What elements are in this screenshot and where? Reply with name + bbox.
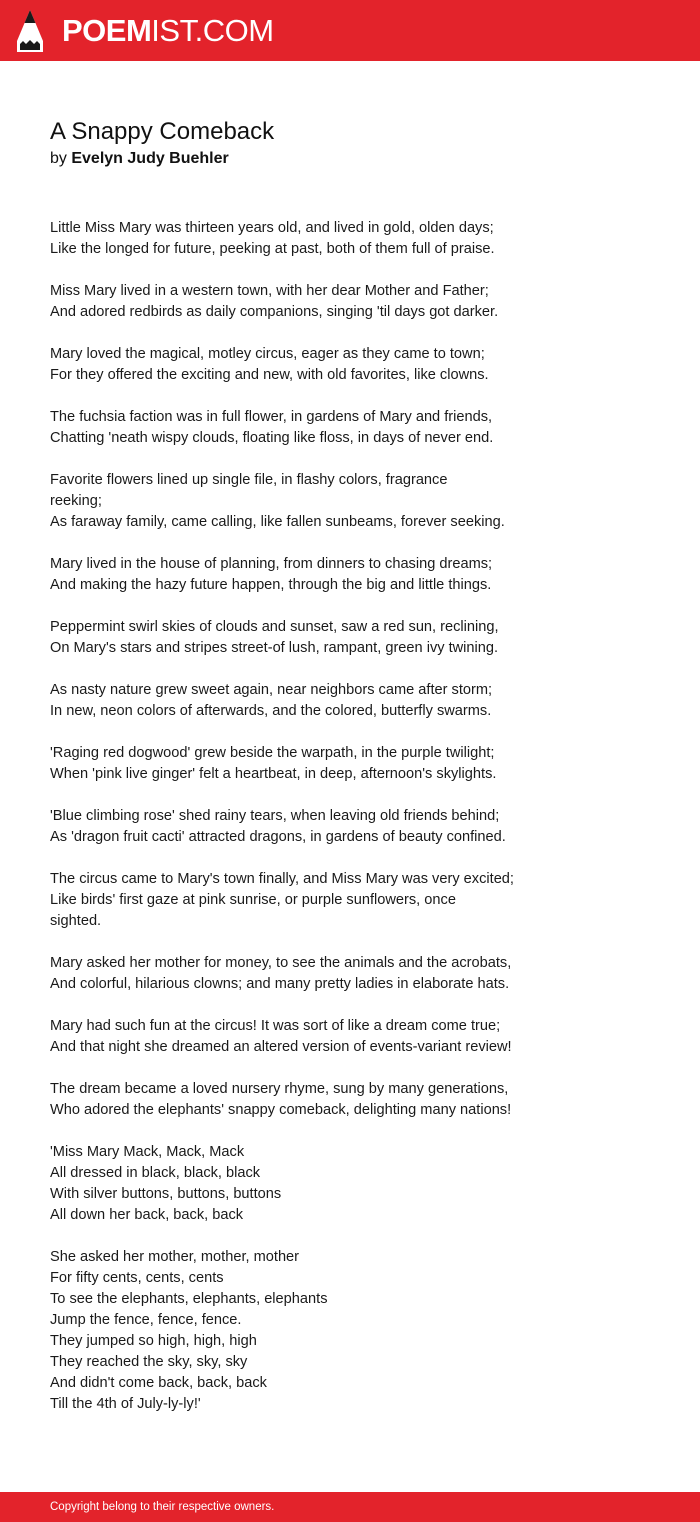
- poem-title: A Snappy Comeback: [50, 118, 275, 145]
- poem-stanza: [50, 617, 550, 659]
- poem-line: Mary lived in the house of planning, from dinners to chasing dreams;: [50, 556, 493, 572]
- site-footer: [0, 1492, 700, 1522]
- poem-line: Miss Mary lived in a western town, with her dear Mother and Father;: [50, 283, 489, 299]
- poem-line: For they offered the exciting and new, with old favorites, like clowns.: [50, 367, 489, 383]
- poem-line: She asked her mother, mother, mother: [50, 1249, 300, 1265]
- poem-line: Like birds' first gaze at pink sunrise, or purple sunflowers, once: [50, 892, 456, 908]
- poem-line: Like the longed for future, peeking at past, both of them full of praise.: [50, 241, 495, 257]
- poem-stanza: [50, 869, 550, 932]
- poem-line: And colorful, hilarious clowns; and many pretty ladies in elaborate hats.: [50, 976, 510, 992]
- poem-line: They reached the sky, sky, sky: [50, 1354, 248, 1370]
- pencil-tip-icon[interactable]: [16, 9, 44, 53]
- poem-line: Chatting 'neath wispy clouds, floating like floss, in days of never end.: [50, 430, 494, 446]
- poem-line: As faraway family, came calling, like fallen sunbeams, forever seeking.: [50, 514, 505, 530]
- poem-line: In new, neon colors of afterwards, and the colored, butterfly swarms.: [50, 703, 492, 719]
- poem-body: [50, 218, 550, 1436]
- poem-stanza: [50, 680, 550, 722]
- poem-line: To see the elephants, elephants, elephants: [50, 1291, 328, 1307]
- poem-line: The fuchsia faction was in full flower, in gardens of Mary and friends,: [50, 409, 493, 425]
- poem-line: And adored redbirds as daily companions, singing 'til days got darker.: [50, 304, 499, 320]
- poem-line: The dream became a loved nursery rhyme, sung by many generations,: [50, 1081, 509, 1097]
- poem-stanza: [50, 953, 550, 995]
- poem-line: reeking;: [50, 493, 102, 509]
- poem-line: Favorite flowers lined up single file, in flashy colors, fragrance: [50, 472, 448, 488]
- poem-line: Jump the fence, fence, fence.: [50, 1312, 242, 1328]
- poem-stanza: [50, 1247, 550, 1415]
- poem-stanza: [50, 1142, 550, 1226]
- poem-line: 'Miss Mary Mack, Mack, Mack: [50, 1144, 245, 1160]
- copyright-notice: Copyright belong to their respective owners.: [50, 1501, 275, 1513]
- poem-stanza: [50, 344, 550, 386]
- poem-stanza: [50, 743, 550, 785]
- poem-stanza: [50, 554, 550, 596]
- poem-line: They jumped so high, high, high: [50, 1333, 257, 1349]
- poem-line: Mary had such fun at the circus! It was sort of like a dream come true;: [50, 1018, 501, 1034]
- poem-byline: [50, 148, 229, 170]
- poem-line: Till the 4th of July-ly-ly!': [50, 1396, 201, 1412]
- poem-stanza: [50, 281, 550, 323]
- by-label: by: [50, 150, 67, 167]
- poem-line: When 'pink live ginger' felt a heartbeat, in deep, afternoon's skylights.: [50, 766, 497, 782]
- poem-stanza: [50, 1016, 550, 1058]
- poem-line: And making the hazy future happen, through the big and little things.: [50, 577, 492, 593]
- poem-line: Mary asked her mother for money, to see the animals and the acrobats,: [50, 955, 512, 971]
- poem-line: All dressed in black, black, black: [50, 1165, 261, 1181]
- poem-line: sighted.: [50, 913, 102, 929]
- poem-stanza: [50, 806, 550, 848]
- poem-stanza: [50, 407, 550, 449]
- poem-line: As 'dragon fruit cacti' attracted dragons, in gardens of beauty confined.: [50, 829, 506, 845]
- poem-stanza: [50, 218, 550, 260]
- poem-line: Peppermint swirl skies of clouds and sunset, saw a red sun, reclining,: [50, 619, 499, 635]
- poem-line: As nasty nature grew sweet again, near neighbors came after storm;: [50, 682, 493, 698]
- poem-line: Mary loved the magical, motley circus, eager as they came to town;: [50, 346, 485, 362]
- poem-line: And that night she dreamed an altered version of events-variant review!: [50, 1039, 512, 1055]
- logo-light-text: IST.COM: [151, 13, 274, 48]
- poem-line: For fifty cents, cents, cents: [50, 1270, 224, 1286]
- poem-line: Who adored the elephants' snappy comeback, delighting many nations!: [50, 1102, 512, 1118]
- poem-line: On Mary's stars and stripes street-of lush, rampant, green ivy twining.: [50, 640, 499, 656]
- poem-line: And didn't come back, back, back: [50, 1375, 267, 1391]
- poem-line: The circus came to Mary's town finally, and Miss Mary was very excited;: [50, 871, 514, 887]
- poem-author: Evelyn Judy Buehler: [71, 150, 229, 167]
- poem-line: 'Raging red dogwood' grew beside the warpath, in the purple twilight;: [50, 745, 495, 761]
- site-header: [0, 0, 700, 61]
- poem-stanza: [50, 470, 550, 533]
- poem-line: 'Blue climbing rose' shed rainy tears, when leaving old friends behind;: [50, 808, 500, 824]
- site-logo[interactable]: [62, 12, 274, 50]
- poem-line: Little Miss Mary was thirteen years old, and lived in gold, olden days;: [50, 220, 494, 236]
- poem-line: With silver buttons, buttons, buttons: [50, 1186, 282, 1202]
- poem-stanza: [50, 1079, 550, 1121]
- poem-line: All down her back, back, back: [50, 1207, 244, 1223]
- logo-bold-text: POEM: [62, 13, 152, 48]
